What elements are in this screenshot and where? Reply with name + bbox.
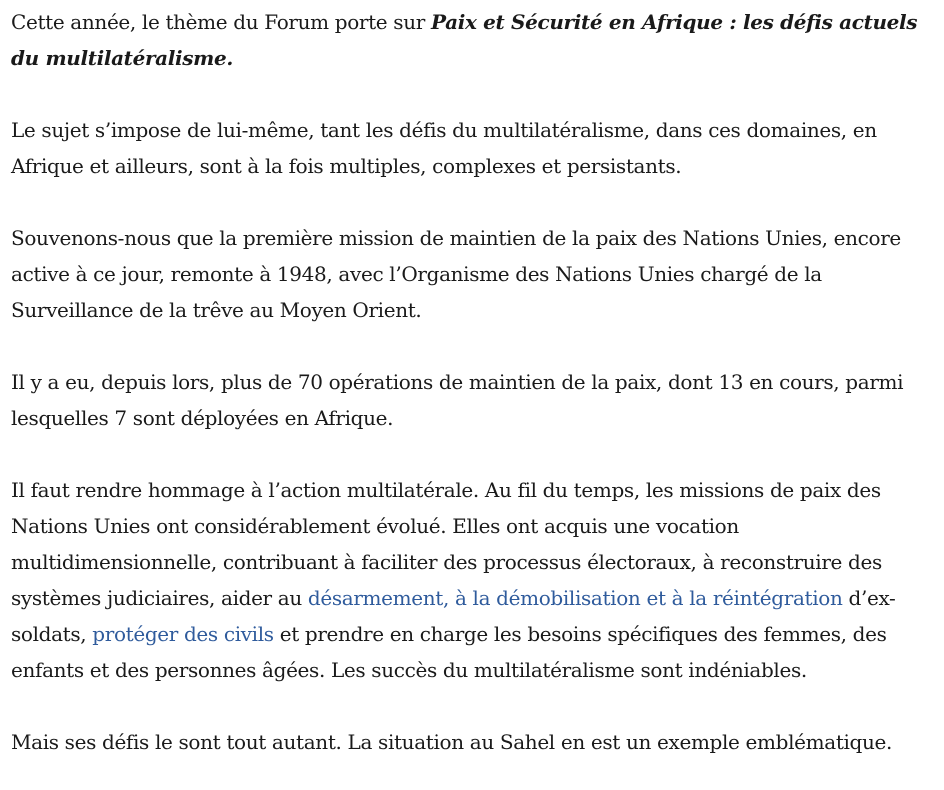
paragraph-first-mission: Souvenons-nous que la première mission de maintien de la paix des Nations Unies, encore active à ce jour, remonte à 1948, avec l’Organisme des Nations Unies chargé de la Surveillance de la trêve au Moyen Orient. [11, 226, 901, 322]
paragraph-sahel: Mais ses défis le sont tout autant. La situation au Sahel en est un exemple emblématique. [11, 730, 893, 754]
tribute-text-2: d’ex-soldats, [11, 586, 896, 646]
theme-lead-text: Cette année, le thème du Forum porte sur [11, 10, 431, 34]
ddr-link[interactable]: désarmement, à la démobilisation et à la réintégration [307, 586, 843, 610]
paragraph-operations-count: Il y a eu, depuis lors, plus de 70 opérations de maintien de la paix, dont 13 en cours, parmi lesquelles 7 sont déployées en Afrique. [11, 370, 904, 430]
theme-emphasis: Paix et Sécurité en Afrique : les défis actuels du multilatéralisme. [11, 10, 918, 70]
paragraph-tribute [11, 472, 934, 688]
tribute-text-1: Il faut rendre hommage à l’action multilatérale. Au fil du temps, les missions de paix des Nations Unies ont considérablement évolué. Elles ont acquis une vocation multidimensionnelle, contribuant à faciliter des processus électoraux, à reconstruire des systèmes judiciaires, aider au [11, 478, 882, 610]
tribute-text-3: et prendre en charge les besoins spécifiques des femmes, des enfants et des personnes âgées. Les succès du multilatéralisme sont indéniables. [11, 622, 887, 682]
paragraph-theme [11, 4, 934, 76]
paragraph-subject: Le sujet s’impose de lui-même, tant les défis du multilatéralisme, dans ces domaines, en Afrique et ailleurs, sont à la fois multiples, complexes et persistants. [11, 118, 877, 178]
protect-civilians-link[interactable]: protéger des civils [92, 622, 274, 646]
